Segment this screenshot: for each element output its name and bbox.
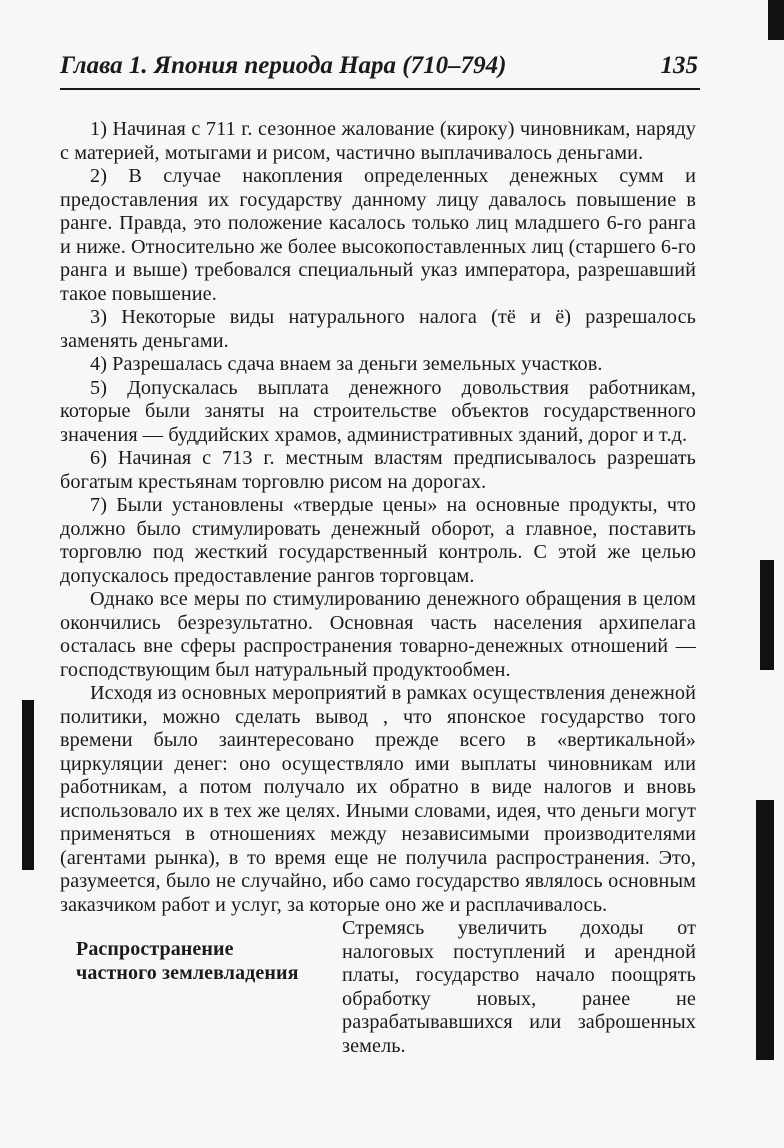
paragraph-1: 1) Начиная с 711 г. сезонное жалование (кироку) чиновникам, наряду с материей, мотыгами и рисом, частично выплачивалось деньгами.	[60, 118, 696, 164]
scan-mark-top-right	[768, 0, 784, 40]
paragraph-7: 7) Были установлены «твердые цены» на основные продукты, что должно было стимулировать денежный оборот, а главное, поставить торговлю под жесткий государственный контроль. С этой же целью допускалось предоставление рангов торговцам.	[60, 494, 696, 587]
paragraph-9: Исходя из основных мероприятий в рамках осуществления денежной политики, можно сделать вывод , что японское государство того времени было заинтересовано прежде всего в «вертикальной» циркуляции денег: оно осуществляло ими выплаты чиновникам или работникам, а потом получало их обратно в виде налогов и вновь использовало их в тех же целях. Иными словами, идея, что деньги могут применяться в отношениях между независимыми производителями (агентами рынка), в то время еще не получила распространения. Это, разумеется, было не случайно, ибо само государство являлось основным заказчиком работ и услуг, за которые оно же и расплачивалось.	[60, 682, 696, 916]
paragraph-6: 6) Начиная с 713 г. местным властям предписывалось разрешать богатым крестьянам торговлю рисом на дорогах.	[60, 447, 696, 493]
section-block	[60, 917, 696, 1057]
scan-mark-right-1	[760, 560, 774, 670]
section-text: Стремясь увеличить доходы от налоговых поступлений и арендной платы, государство начало поощрять обработку новых, ранее не разрабатывавшихся или заброшенных земель.	[342, 917, 696, 1057]
paragraph-3: 3) Некоторые виды натурального налога (тё и ё) разрешалось заменять деньгами.	[60, 306, 696, 352]
chapter-title: Глава 1. Япония периода Нара (710–794)	[60, 52, 507, 79]
running-header	[60, 50, 700, 90]
page-number: 135	[660, 52, 698, 79]
paragraph-4: 4) Разрешалась сдача внаем за деньги земельных участков.	[90, 353, 603, 375]
main-text	[60, 118, 696, 1057]
paragraph-2: 2) В случае накопления определенных денежных сумм и предоставления их государству данному лицу давалось повышение в ранге. Правда, это положение касалось только лиц младшего 6-го ранга и ниже. Относительно же более высокопоставленных лиц (старшего 6-го ранга и выше) требовался специальный указ императора, разрешавший такое повышение.	[60, 165, 696, 305]
paragraph-8: Однако все меры по стимулированию денежного обращения в целом окончились безрезультатно. Основная часть населения архипелага осталась вне сферы распространения товарно-денежных отношений — господствующим был натуральный продуктообмен.	[60, 588, 696, 681]
section-heading: Распространение частного землевладения	[76, 938, 299, 984]
paragraph-5: 5) Допускалась выплата денежного довольствия работникам, которые были заняты на строительстве объектов государственного значения — буддийских храмов, административных зданий, дорог и т.д.	[60, 376, 696, 446]
scan-mark-left	[22, 700, 34, 870]
scan-mark-right-2	[756, 800, 774, 1060]
